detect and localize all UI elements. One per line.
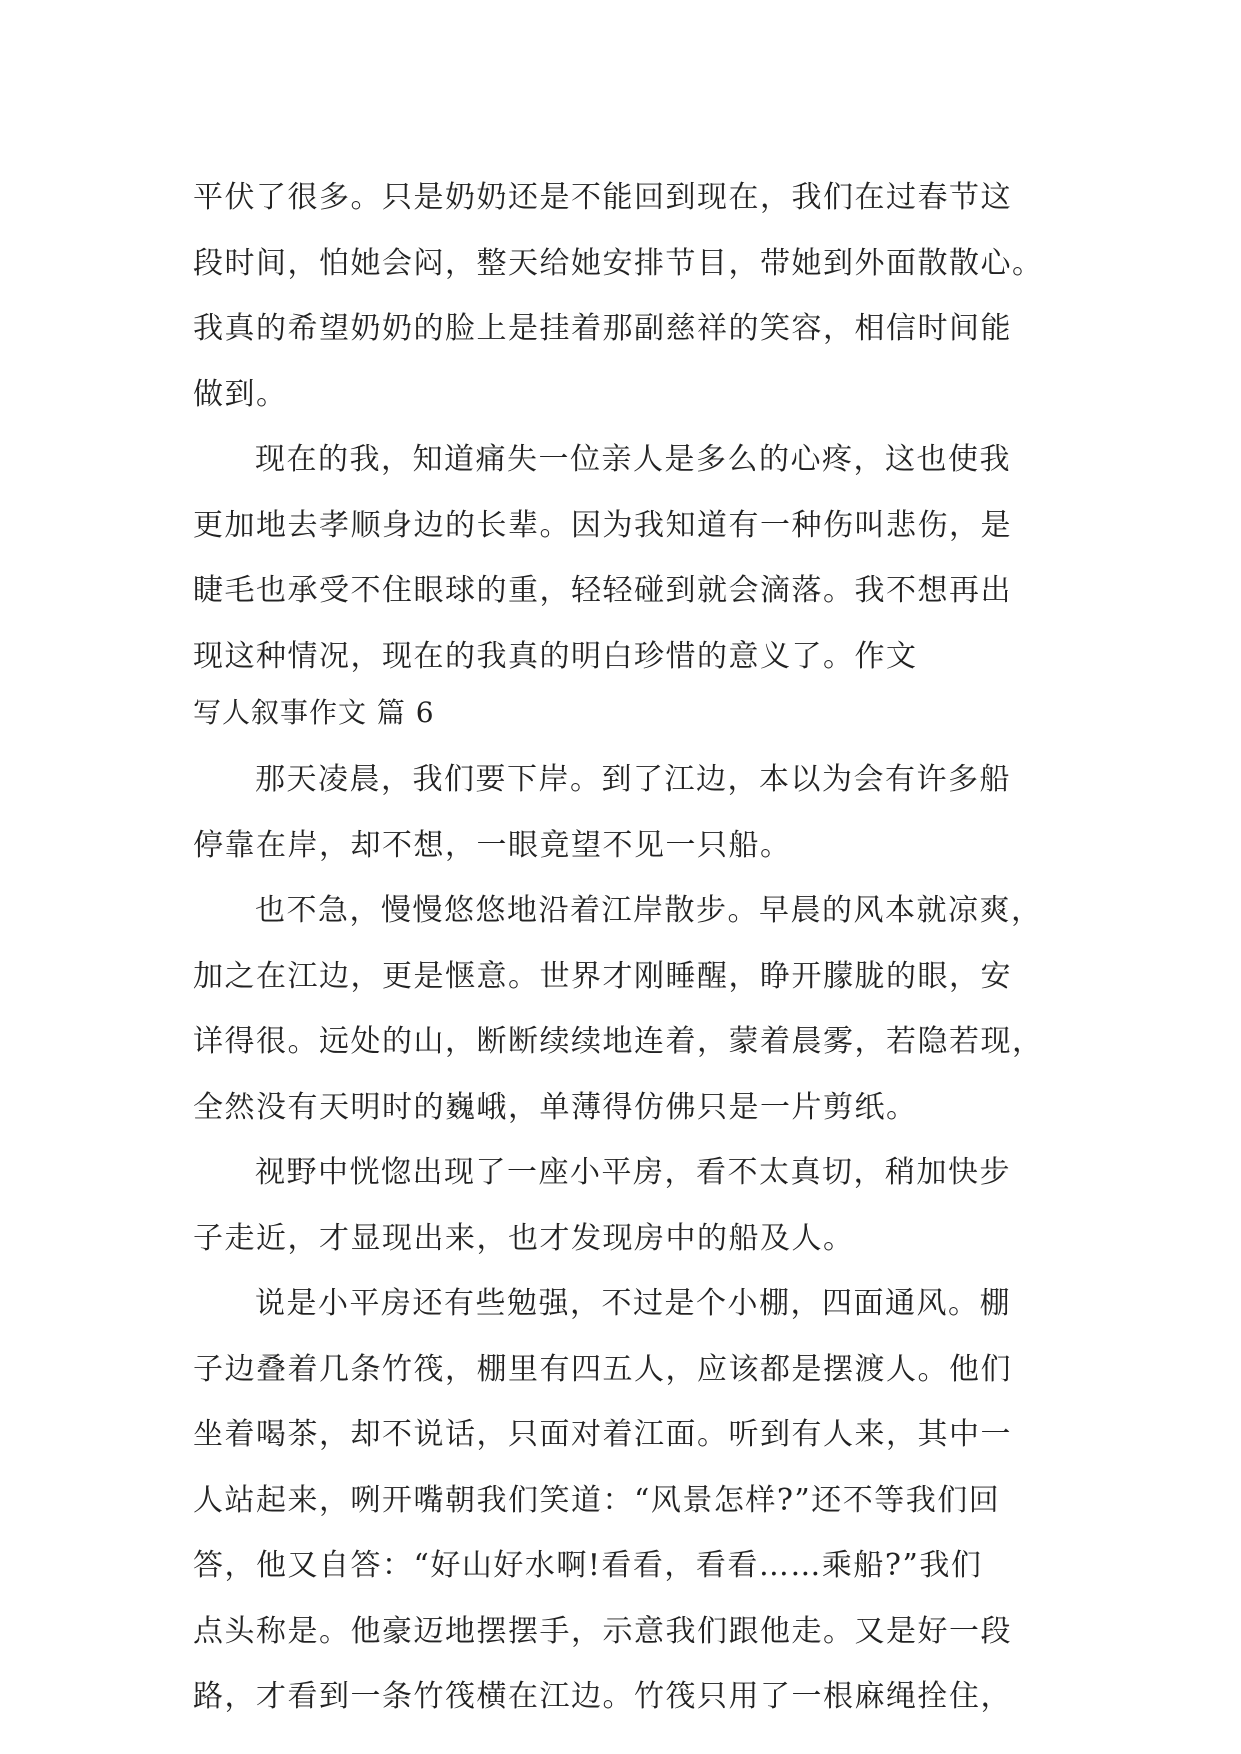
paragraph — [193, 878, 1053, 1140]
text-line: 加之在江边，更是惬意。世界才刚睡醒，睁开朦胧的眼，安 — [193, 958, 1012, 994]
text-line: 子走近，才显现出来，也才发现房中的船及人。 — [193, 1220, 855, 1256]
text-line: 更加地去孝顺身边的长辈。因为我知道有一种伤叫悲伤，是 — [193, 507, 1012, 543]
paragraph — [193, 1140, 1053, 1271]
text-line: 人站起来，咧开嘴朝我们笑道：“风景怎样?”还不等我们回 — [193, 1482, 1001, 1518]
text-line: 坐着喝茶，却不说话，只面对着江面。听到有人来，其中一 — [193, 1417, 1012, 1452]
text-line: 路，才看到一条竹筏横在江边。竹筏只用了一根麻绳拴住， — [193, 1679, 1012, 1714]
text-line: 全然没有天明时的巍峨，单薄得仿佛只是一片剪纸。 — [193, 1089, 918, 1125]
text-line: 停靠在岸，却不想，一眼竟望不见一只船。 — [193, 827, 792, 863]
paragraph — [193, 1271, 1053, 1730]
section-heading: 写人叙事作文 篇 6 — [193, 696, 435, 729]
text-line: 视野中恍惚出现了一座小平房，看不太真切，稍加快步 — [255, 1155, 1011, 1190]
text-line: 也不急，慢慢悠悠地沿着江岸散步。早晨的风本就凉爽， — [255, 893, 1043, 928]
text-line: 段时间，怕她会闷，整天给她安排节目，带她到外面散散心。 — [193, 245, 1044, 281]
text-line: 我真的希望奶奶的脸上是挂着那副慈祥的笑容，相信时间能 — [193, 311, 1012, 346]
text-line: 点头称是。他豪迈地摆摆手，示意我们跟他走。又是好一段 — [193, 1613, 1012, 1649]
paragraph — [193, 427, 1053, 689]
paragraph — [193, 747, 1053, 878]
text-line: 说是小平房还有些勉强，不过是个小棚，四面通风。棚 — [255, 1286, 1011, 1321]
text-line: 现在的我，知道痛失一位亲人是多么的心疼，这也使我 — [255, 442, 1011, 477]
text-line: 做到。 — [193, 376, 288, 412]
document-body — [193, 165, 1053, 1730]
text-line: 答，他又自答：“好山好水啊!看看，看看……乘船?”我们 — [193, 1548, 983, 1583]
text-line: 子边叠着几条竹筏，棚里有四五人，应该都是摆渡人。他们 — [193, 1351, 1012, 1387]
text-line: 详得很。远处的山，断断续续地连着，蒙着晨雾，若隐若现， — [193, 1024, 1044, 1059]
text-line: 平伏了很多。只是奶奶还是不能回到现在，我们在过春节这 — [193, 180, 1012, 215]
text-line: 那天凌晨，我们要下岸。到了江边，本以为会有许多船 — [255, 762, 1011, 797]
text-line: 睫毛也承受不住眼球的重，轻轻碰到就会滴落。我不想再出 — [193, 573, 1012, 608]
text-line: 现这种情况，现在的我真的明白珍惜的意义了。作文 — [193, 638, 918, 674]
paragraph-continuation — [193, 165, 1053, 427]
